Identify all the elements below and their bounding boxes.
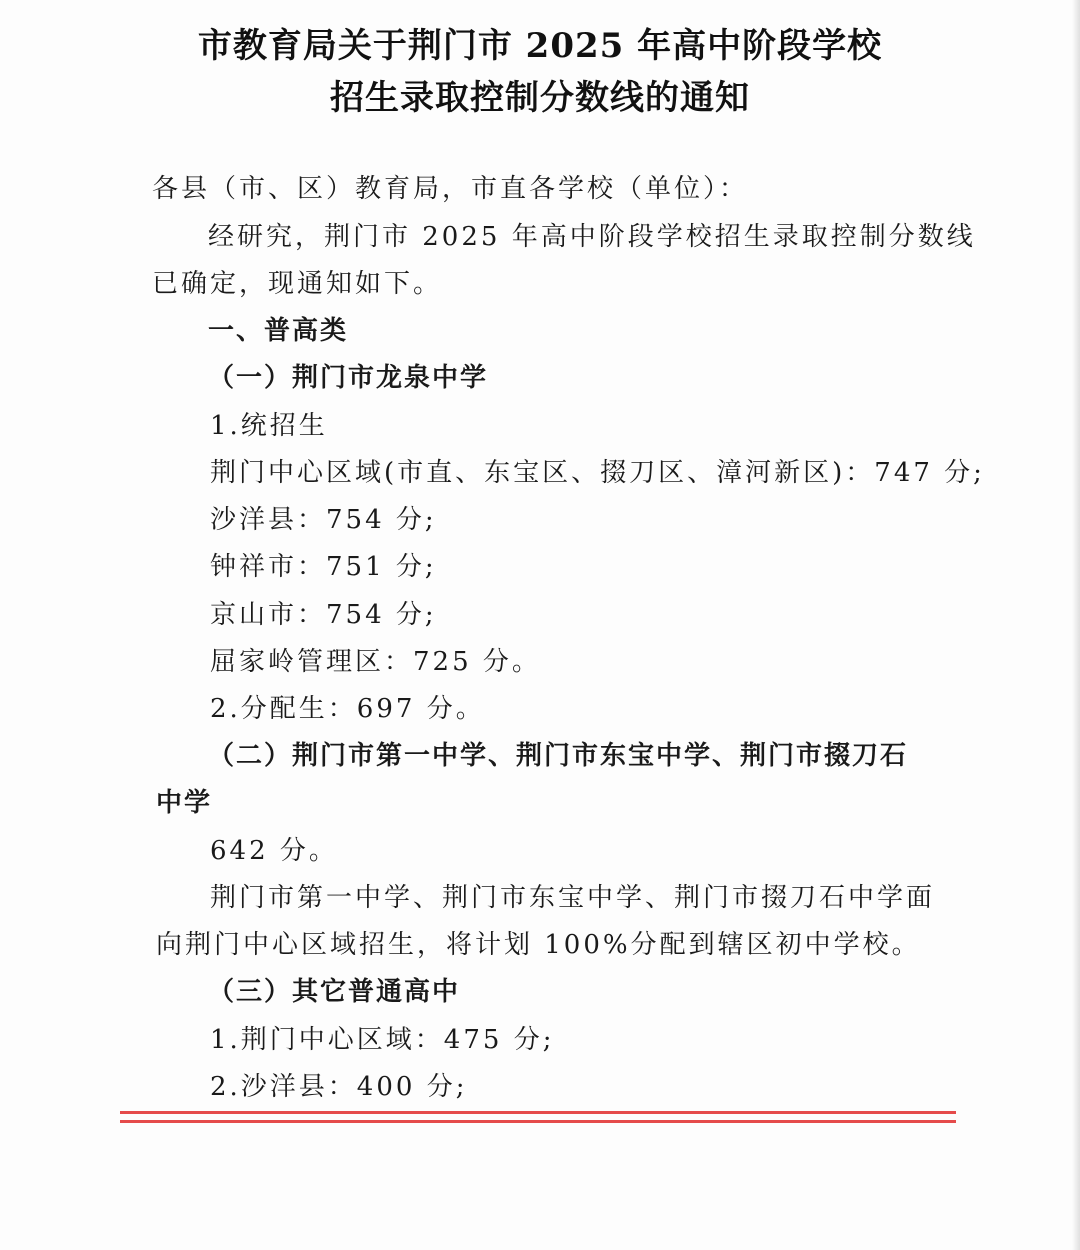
score-group2: 642 分。 bbox=[210, 836, 338, 866]
score-line-central-area: 荆门中心区域(市直、东宝区、掇刀区、漳河新区)：747 分; bbox=[210, 458, 985, 488]
group2-note-line-1: 荆门市第一中学、荆门市东宝中学、荆门市掇刀石中学面 bbox=[210, 883, 936, 913]
score-line-qujialing: 屈家岭管理区：725 分。 bbox=[210, 647, 541, 677]
score-line-jingshan: 京山市：754 分; bbox=[210, 600, 437, 630]
notice-title-line-2: 招生录取控制分数线的通知 bbox=[330, 78, 750, 118]
intro-line-1: 经研究，荆门市 2025 年高中阶段学校招生录取控制分数线 bbox=[208, 222, 976, 252]
page-edge-shadow bbox=[1072, 0, 1080, 1250]
red-divider-line-bottom bbox=[120, 1120, 956, 1123]
subsection-heading-longquan: （一）荆门市龙泉中学 bbox=[208, 363, 489, 393]
subsection-heading-other-high-schools: （三）其它普通高中 bbox=[208, 977, 461, 1007]
subsection-heading-group2-line-2: 中学 bbox=[156, 788, 213, 818]
notice-title-line-1: 市教育局关于荆门市 2025 年高中阶段学校 bbox=[197, 26, 883, 66]
item-allocated-students: 2.分配生：697 分。 bbox=[210, 694, 485, 724]
score-line-zhongxiang: 钟祥市：751 分; bbox=[210, 552, 437, 582]
salutation: 各县（市、区）教育局，市直各学校（单位）： bbox=[152, 174, 749, 204]
intro-line-2: 已确定，现通知如下。 bbox=[152, 269, 443, 299]
red-divider-line-top bbox=[120, 1111, 956, 1114]
score-line-other-central-area: 1.荆门中心区域：475 分; bbox=[210, 1025, 555, 1055]
score-line-other-shayang: 2.沙洋县：400 分; bbox=[210, 1072, 468, 1102]
score-line-shayang: 沙洋县：754 分; bbox=[210, 505, 437, 535]
section-heading-general-high-school: 一、普高类 bbox=[208, 316, 349, 346]
item-unified-enrollment: 1.统招生 bbox=[210, 411, 328, 441]
group2-note-line-2: 向荆门中心区域招生，将计划 100%分配到辖区初中学校。 bbox=[156, 930, 921, 960]
subsection-heading-group2-line-1: （二）荆门市第一中学、荆门市东宝中学、荆门市掇刀石 bbox=[208, 741, 909, 771]
